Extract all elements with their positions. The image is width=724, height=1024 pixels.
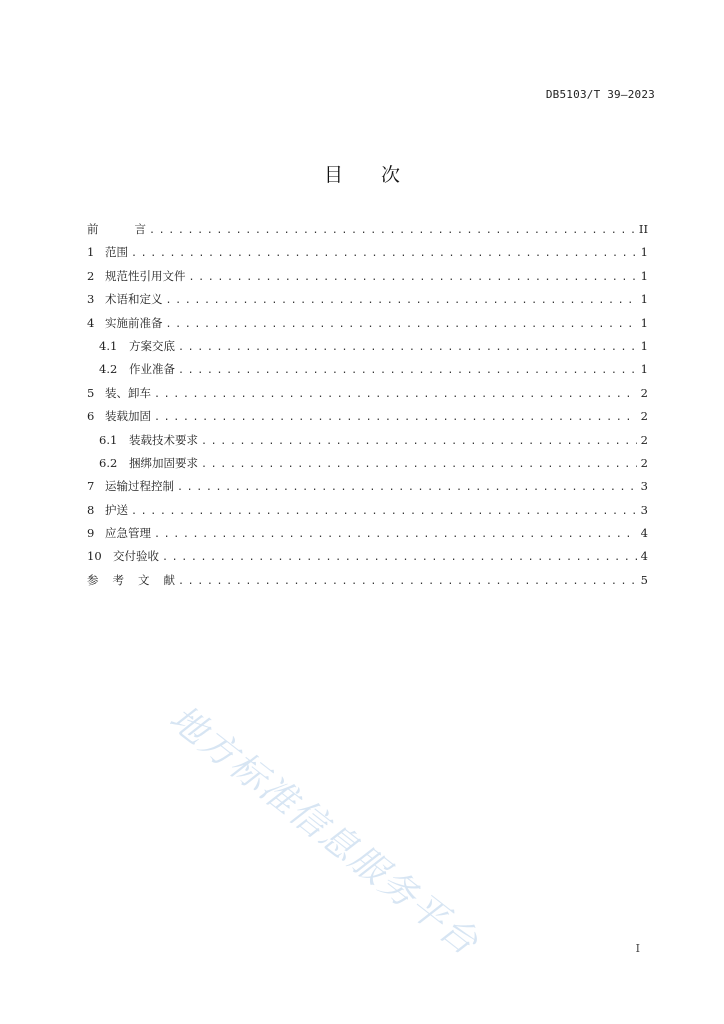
toc-entry-label: 交付验收	[113, 549, 159, 564]
toc-entry-number: 3	[87, 292, 95, 307]
toc-entry-label: 实施前准备	[105, 315, 163, 330]
toc-entry-label: 运输过程控制	[105, 479, 174, 494]
toc-leader-dots	[154, 386, 637, 404]
toc-entry-label: 范围	[105, 245, 128, 260]
toc-entry-page: 1	[640, 315, 648, 330]
toc-entry-8[interactable]	[87, 501, 648, 524]
toc-leader-dots	[131, 245, 637, 263]
watermark-text: 地方标准信息服务平台	[161, 697, 487, 964]
toc-leader-dots	[201, 456, 637, 474]
toc-entry-4-1[interactable]	[87, 337, 648, 360]
toc-entry-page: 1	[640, 245, 648, 260]
toc-entry-number: 6.2	[99, 455, 118, 470]
toc-entry-number: 5	[87, 385, 95, 400]
toc-entry-label: 捆绑加固要求	[129, 455, 198, 470]
toc-entry-page: 1	[640, 362, 648, 377]
toc-entry-label: 装、卸车	[105, 385, 151, 400]
toc-leader-dots	[131, 503, 637, 521]
toc-leader-dots	[149, 222, 636, 240]
toc-leader-dots	[177, 479, 637, 497]
toc-entry-label: 护送	[105, 502, 128, 517]
toc-entry-label: 装载技术要求	[129, 432, 198, 447]
toc-entry-page: 2	[640, 432, 648, 447]
toc-leader-dots	[178, 573, 637, 591]
toc-entry-number: 4	[87, 315, 95, 330]
page-number: I	[635, 942, 640, 955]
toc-leader-dots	[154, 409, 637, 427]
toc-entry-page: 1	[640, 292, 648, 307]
toc-entry-label: 术语和定义	[105, 292, 163, 307]
toc-entry-6-1[interactable]	[87, 431, 648, 454]
toc-leader-dots	[162, 549, 637, 567]
toc-leader-dots	[189, 269, 638, 287]
toc-entry-number: 4.2	[99, 362, 118, 377]
toc-entry-label: 作业准备	[129, 362, 175, 377]
toc-entry-label: 参 考 文 献	[87, 572, 175, 587]
toc-leader-dots	[166, 292, 638, 310]
toc-leader-dots	[166, 316, 638, 334]
toc-entry-number: 6	[87, 409, 95, 424]
toc-entry-number: 4.1	[99, 338, 118, 353]
toc-entry-label: 方案交底	[129, 338, 175, 353]
toc-entry-page: 2	[640, 409, 648, 424]
toc-entry-page: 1	[640, 338, 648, 353]
toc-entry-number: 1	[87, 245, 95, 260]
toc-entry-10[interactable]	[87, 547, 648, 570]
toc-entry-page: 5	[640, 572, 648, 587]
toc-entry-3[interactable]	[87, 290, 648, 313]
toc-entry-1[interactable]	[87, 243, 648, 266]
toc-entry-page: 4	[640, 549, 648, 564]
toc-entry-9[interactable]	[87, 524, 648, 547]
toc-entry-page: 2	[640, 385, 648, 400]
toc-entry-number: 10	[87, 549, 102, 564]
toc-entry-page: 3	[640, 479, 648, 494]
toc-entry-2[interactable]	[87, 267, 648, 290]
toc-entry-foreword[interactable]	[87, 220, 648, 243]
toc-entry-4-2[interactable]	[87, 360, 648, 383]
toc-leader-dots	[178, 339, 637, 357]
toc-entry-page: 3	[640, 502, 648, 517]
toc-entry-4[interactable]	[87, 314, 648, 337]
toc-entry-page: II	[638, 222, 648, 236]
document-code: DB5103/T 39—2023	[545, 88, 655, 101]
toc-entry-5[interactable]	[87, 384, 648, 407]
toc-leader-dots	[178, 362, 637, 380]
toc-leader-dots	[201, 433, 637, 451]
page-title-char-2: 次	[381, 164, 401, 186]
toc-entry-number: 7	[87, 479, 95, 494]
toc-entry-page: 2	[640, 455, 648, 470]
toc-entry-number: 8	[87, 502, 95, 517]
table-of-contents	[87, 220, 648, 594]
toc-entry-label: 前 言	[87, 222, 146, 236]
toc-entry-number: 2	[87, 268, 95, 283]
toc-entry-number: 9	[87, 526, 95, 541]
toc-entry-label: 规范性引用文件	[105, 268, 186, 283]
toc-entry-references[interactable]	[87, 571, 648, 594]
toc-entry-label: 应急管理	[105, 526, 151, 541]
toc-entry-6-2[interactable]	[87, 454, 648, 477]
toc-leader-dots	[154, 526, 637, 544]
toc-entry-number: 6.1	[99, 432, 118, 447]
toc-entry-7[interactable]	[87, 477, 648, 500]
page-title	[0, 160, 724, 187]
page-title-char-1: 目	[323, 164, 343, 186]
toc-entry-6[interactable]	[87, 407, 648, 430]
toc-entry-label: 装载加固	[105, 409, 151, 424]
toc-entry-page: 4	[640, 526, 648, 541]
toc-entry-page: 1	[640, 268, 648, 283]
